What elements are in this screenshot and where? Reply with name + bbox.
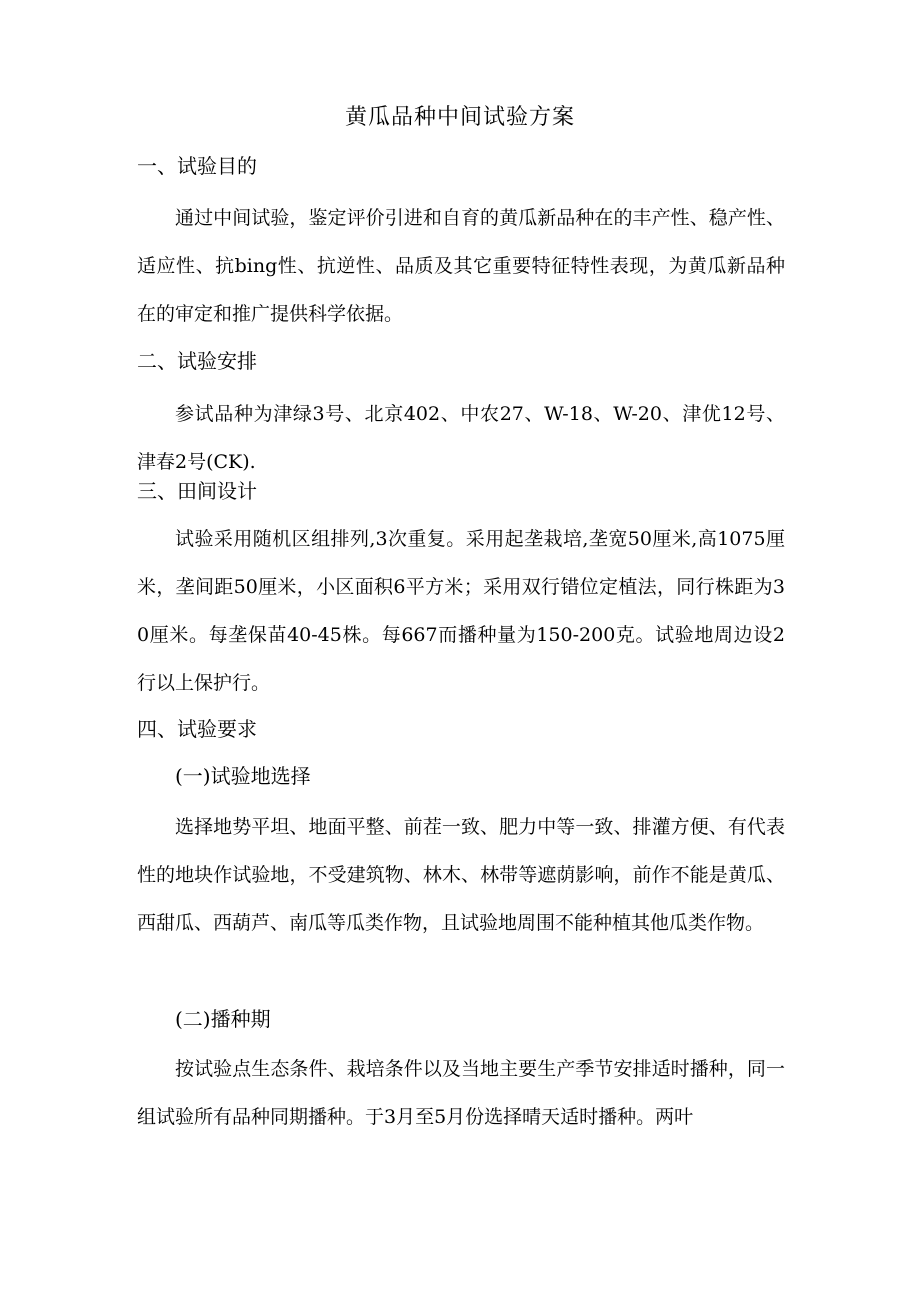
- section-heading-arrangement: 二、试验安排: [137, 349, 257, 373]
- section-heading-requirements: 四、试验要求: [137, 717, 257, 741]
- document-title: 黄瓜品种中间试验方案: [344, 105, 575, 130]
- subsection-paragraph-sowing-period: 按试验点生态条件、栽培条件以及当地主要生产季节安排适时播种，同一组试验所有品种同期播种。于3月至5月份选择晴天适时播种。两叶: [137, 1058, 785, 1128]
- subsection-heading-sowing-period: (二)播种期: [175, 1007, 271, 1031]
- section-paragraph-field-design: 试验采用随机区组排列,3次重复。采用起垄栽培,垄宽50厘米,高1075厘米，垄间距50厘米，小区面积6平方米；采用双行错位定植法，同行株距为30厘米。每垄保苗40-45株。每667而播种量为150-200克。试验地周边设2行以上保护行。: [137, 528, 785, 694]
- section-heading-field-design: 三、田间设计: [137, 479, 257, 503]
- section-heading-purpose: 一、试验目的: [137, 154, 257, 178]
- section-paragraph-purpose: 通过中间试验，鉴定评价引进和自育的黄瓜新品种在的丰产性、稳产性、适应性、抗bing性、抗逆性、品质及其它重要特征特性表现，为黄瓜新品种在的审定和推广提供科学依据。: [137, 207, 785, 325]
- subsection-heading-site-selection: (一)试验地选择: [175, 764, 311, 788]
- section-paragraph-arrangement: 参试品种为津绿3号、北京402、中农27、W-18、W-20、津优12号、津春2号(CK).: [137, 403, 785, 473]
- subsection-paragraph-site-selection: 选择地势平坦、地面平整、前茬一致、肥力中等一致、排灌方便、有代表性的地块作试验地，不受建筑物、林木、林带等遮荫影响，前作不能是黄瓜、西甜瓜、西葫芦、南瓜等瓜类作物，且试验地周围不能种植其他瓜类作物。: [137, 816, 785, 934]
